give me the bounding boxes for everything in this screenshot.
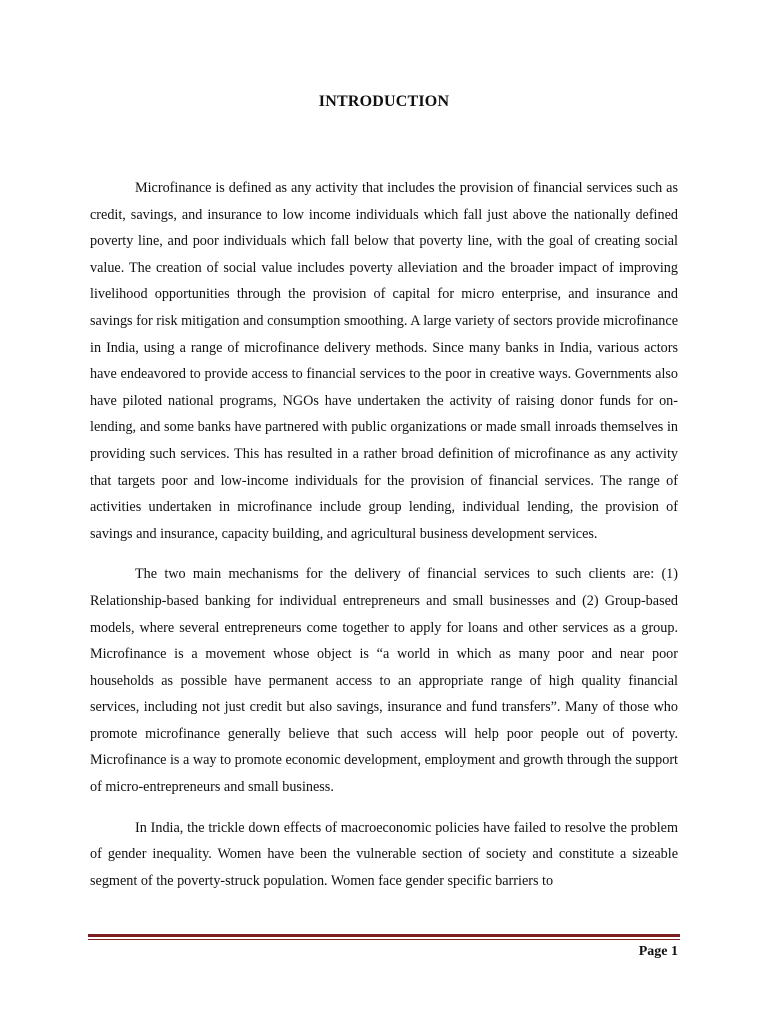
footer-rule-thick-line [88,934,680,937]
paragraph-2: The two main mechanisms for the delivery of financial services to such clients are: (1) Relationship-based banking for individual entrepreneurs and small businesses and (2) Group-based models, where several entrepreneurs come together to apply for loans and other services as a group. Microfinance is a movement whose object is “a world in which as many poor and near poor households as possible have permanent access to an appropriate range of high quality financial services, including not just credit but also savings, insurance and fund transfers”. Many of those who promote microfinance generally believe that such access will help poor people out of poverty. Microfinance is a way to promote economic development, employment and growth through the support of micro-entrepreneurs and small business. [90,566,678,796]
paragraph-3: In India, the trickle down effects of macroeconomic policies have failed to resolve the problem of gender inequality. Women have been the vulnerable section of society and constitute a sizeable segment of the poverty-struck population. Women face gender specific barriers to [90,819,678,889]
page-number: Page 1 [638,944,678,959]
paragraph-1: Microfinance is defined as any activity that includes the provision of financial services such as credit, savings, and insurance to low income individuals which fall just above the nationally defined poverty line, and poor individuals which fall below that poverty line, with the goal of creating social value. The creation of social value includes poverty alleviation and the broader impact of improving livelihood opportunities through the provision of capital for micro enterprise, and insurance and savings for risk mitigation and consumption smoothing. A large variety of sectors provide microfinance in India, using a range of microfinance delivery methods. Since many banks in India, various actors have endeavored to provide access to financial services to the poor in creative ways. Governments also have piloted national programs, NGOs have undertaken the activity of raising donor funds for on-lending, and some banks have partnered with public organizations or made small inroads themselves in providing such services. This has resulted in a rather broad definition of microfinance as any activity that targets poor and low-income individuals for the provision of financial services. The range of activities undertaken in microfinance include group lending, individual lending, the provision of savings and insurance, capacity building, and agricultural business development services. [90,180,678,542]
footer-rule [88,934,680,941]
page-title: INTRODUCTION [318,93,450,110]
footer-rule-thin-line [88,939,680,940]
body-text [90,175,678,908]
